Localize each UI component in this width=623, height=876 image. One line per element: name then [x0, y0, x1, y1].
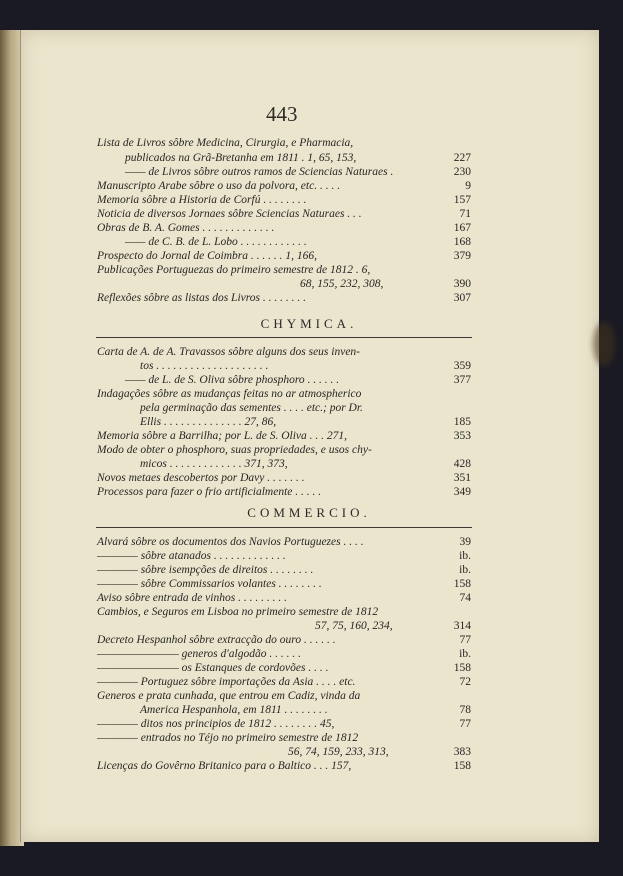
entry-text: micos . . . . . . . . . . . . . 371, 373,	[140, 458, 288, 470]
entry-pages: 227	[453, 152, 471, 164]
entry-text: Cambios, e Seguros em Lisboa no primeiro semestre de 1812	[97, 606, 379, 618]
entry-text: ———— sôbre atanados . . . . . . . . . . . . .	[97, 550, 286, 562]
entry-text: 57, 75, 160, 234,	[315, 620, 393, 632]
entry-text: America Hespanhola, em 1811 . . . . . . . .	[140, 704, 328, 716]
entry-text: Memoria sôbre a Barrilha; por L. de S. Oliva . . . 271,	[97, 430, 348, 442]
entry-pages: 185	[453, 416, 471, 428]
entry-text: Modo de obter o phosphoro, suas propriedades, e usos chy-	[97, 444, 372, 456]
entry-pages: 379	[453, 250, 471, 262]
entry-pages: 428	[453, 458, 471, 470]
entry-text: 56, 74, 159, 233, 313,	[288, 746, 389, 758]
entry-text: Processos para fazer o frio artificialmente . . . . .	[97, 486, 322, 498]
section-heading-chymica: CHYMICA.	[260, 316, 358, 331]
entry-pages: 168	[453, 236, 471, 248]
entry-pages: 353	[453, 430, 471, 442]
entry-text: Obras de B. A. Gomes . . . . . . . . . . . . .	[97, 222, 275, 234]
entry-text: ———— entrados no Téjo no primeiro semestre de 1812	[97, 732, 359, 744]
entry-text: —— de L. de S. Oliva sôbre phosphoro . . . . . .	[125, 374, 340, 386]
entry-text: Carta de A. de A. Travassos sôbre alguns dos seus inven-	[97, 346, 361, 358]
entry-text: ———— sôbre isempções de direitos . . . . . . . .	[97, 564, 314, 576]
entry-pages: 158	[453, 578, 471, 590]
entry-pages: 77	[459, 718, 471, 730]
entry-pages: ib.	[459, 564, 471, 576]
entry-text: Novos metaes descobertos por Davy . . . . . . .	[97, 472, 305, 484]
entry-pages: 390	[453, 278, 471, 290]
entry-text: ———————— os Estanques de cordovões . . . .	[97, 662, 329, 674]
entry-pages: 9	[465, 180, 471, 192]
entry-text: publicados na Grã-Bretanha em 1811 . 1, 65, 153,	[125, 152, 357, 164]
entry-text: Reflexões sôbre as listas dos Livros . . . . . . . .	[97, 292, 307, 304]
entry-pages: 377	[453, 374, 471, 386]
entry-pages: 158	[453, 760, 471, 772]
entry-text: Noticia de diversos Jornaes sôbre Sciencias Naturaes . . .	[97, 208, 362, 220]
entry-pages: 71	[459, 208, 471, 220]
entry-text: Indagações sôbre as mudanças feitas no ar atmospherico	[97, 388, 362, 400]
section-heading-commercio: COMMERCIO.	[247, 505, 371, 520]
entry-pages: 230	[453, 166, 471, 178]
entry-text: Lista de Livros sôbre Medicina, Cirurgia, e Pharmacia,	[97, 137, 354, 149]
entry-text: Manuscripto Arabe sôbre o uso da polvora, etc. . . . .	[97, 180, 341, 192]
entry-pages: 157	[453, 194, 471, 206]
entry-text: tos . . . . . . . . . . . . . . . . . . . .	[140, 360, 269, 372]
entry-pages: 39	[459, 536, 471, 548]
entry-pages: 307	[453, 292, 471, 304]
entry-text: ———— sôbre Commissarios volantes . . . . . . . .	[97, 578, 322, 590]
entry-pages: 359	[453, 360, 471, 372]
section-divider	[96, 337, 472, 338]
entry-text: Prospecto do Jornal de Coimbra . . . . . . 1, 166,	[97, 250, 317, 262]
entry-text: Licenças do Govêrno Britanico para o Baltico . . . 157,	[97, 760, 352, 772]
entry-pages: 74	[459, 592, 471, 604]
entry-pages: 383	[453, 746, 471, 758]
section-divider	[96, 527, 472, 528]
entry-pages: 351	[453, 472, 471, 484]
entry-text: ———————— generos d'algodão . . . . . .	[97, 648, 301, 660]
entry-text: pela germinação das sementes . . . . etc.; por Dr.	[140, 402, 363, 414]
entry-text: Generos e prata cunhada, que entrou em Cadiz, vinda da	[97, 690, 361, 702]
entry-pages: 77	[459, 634, 471, 646]
entry-pages: 349	[453, 486, 471, 498]
entry-text: Ellis . . . . . . . . . . . . . . 27, 86,	[140, 416, 277, 428]
entry-pages: 72	[459, 676, 471, 688]
entry-pages: 158	[453, 662, 471, 674]
entry-pages: 167	[453, 222, 471, 234]
entry-text: Aviso sôbre entrada de vinhos . . . . . . . . .	[97, 592, 287, 604]
entry-pages: ib.	[459, 550, 471, 562]
entry-text: ———— ditos nos principios de 1812 . . . . . . . . 45,	[97, 718, 335, 730]
entry-text: Memoria sôbre a Historia de Corfú . . . . . . . .	[97, 194, 307, 206]
entry-pages: 78	[459, 704, 471, 716]
entry-text: Publicações Portuguezas do primeiro semestre de 1812 . 6,	[97, 264, 371, 276]
page-number: 443	[266, 102, 298, 126]
entry-text: ———— Portuguez sôbre importações da Asia . . . . etc.	[97, 676, 356, 688]
entry-pages: ib.	[459, 648, 471, 660]
entry-text: Decreto Hespanhol sôbre extracção do ouro . . . . . .	[97, 634, 336, 646]
entry-text: 68, 155, 232, 308,	[300, 278, 384, 290]
entry-pages: 314	[453, 620, 471, 632]
entry-text: Alvará sôbre os documentos dos Navios Portuguezes . . . .	[97, 536, 364, 548]
entry-text: —— de C. B. de L. Lobo . . . . . . . . . . . .	[125, 236, 307, 248]
entry-text: —— de Livros sôbre outros ramos de Sciencias Naturaes .	[125, 166, 394, 178]
